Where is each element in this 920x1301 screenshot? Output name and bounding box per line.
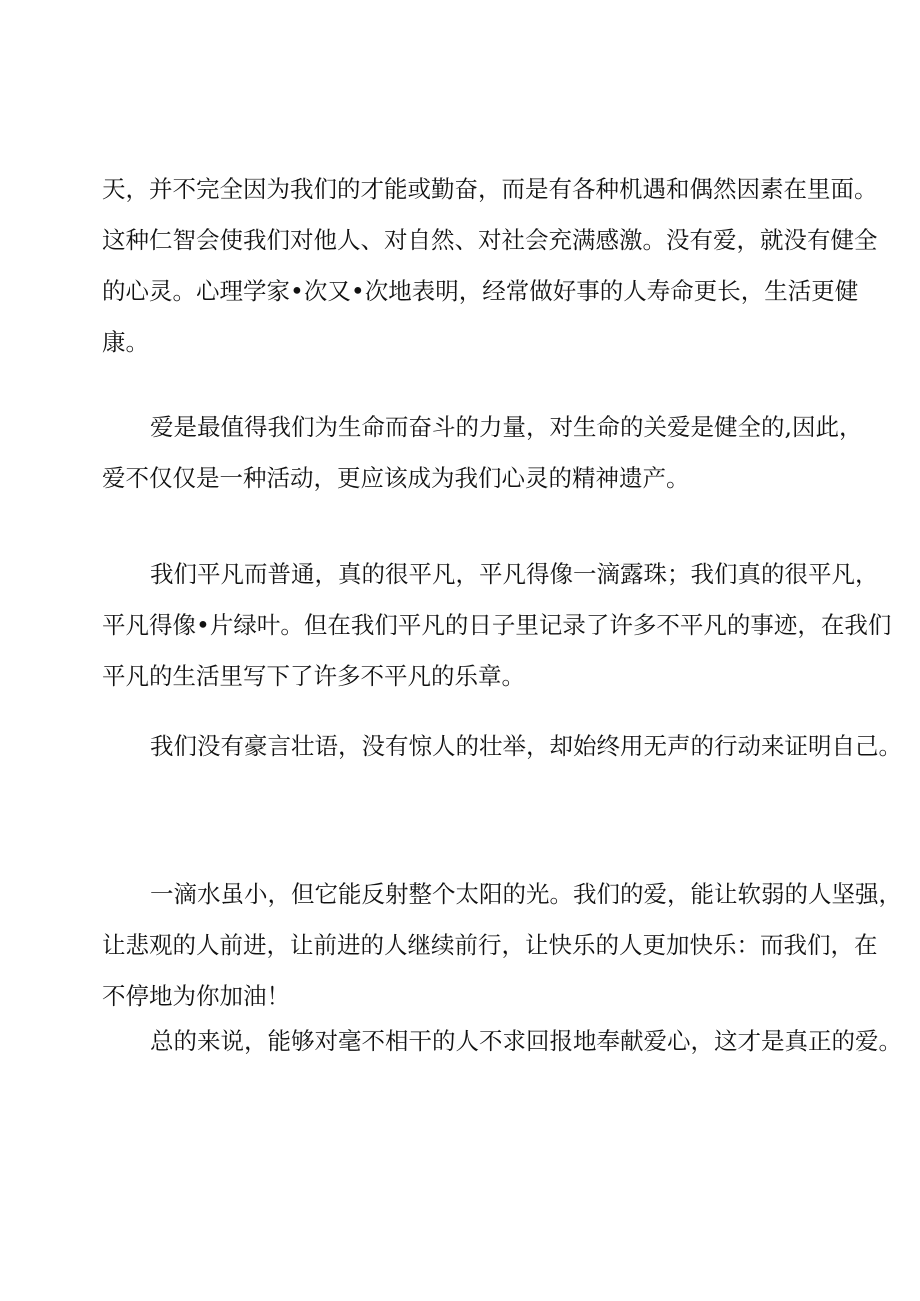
paragraph-1 [102,164,878,368]
paragraph-6 [102,1016,902,1067]
paragraph-line: 这种仁智会使我们对他人、对自然、对社会充满感激。没有爱，就没有健全 [102,226,878,254]
paragraph-3 [102,549,892,702]
paragraph-line: 不停地为你加油！ [102,982,290,1010]
paragraph-line: 爱是最值得我们为生命而奋斗的力量，对生命的关爱是健全的,因此， [150,413,863,441]
paragraph-2 [102,402,863,504]
paragraph-4 [102,721,902,772]
paragraph-line: 我们平凡而普通，真的很平凡，平凡得像一滴露珠；我们真的很平凡， [150,560,879,588]
paragraph-line: 让悲观的人前进，让前进的人继续前行，让快乐的人更加快乐：而我们，在 [102,931,878,959]
paragraph-line: 平凡得像•片绿叶。但在我们平凡的日子里记录了许多不平凡的事迹，在我们 [102,611,892,639]
paragraph-line: 平凡的生活里写下了许多不平凡的乐章。 [102,662,525,690]
paragraph-line: 爱不仅仅是一种活动，更应该成为我们心灵的精神遗产。 [102,464,690,492]
paragraph-line: 一滴水虽小，但它能反射整个太阳的光。我们的爱，能让软弱的人坚强， [150,880,902,908]
paragraph-5 [102,869,902,1022]
paragraph-line: 总的来说，能够对毫不相干的人不求回报地奉献爱心，这才是真正的爱。 [150,1027,902,1055]
paragraph-line: 康。 [102,328,149,356]
paragraph-line: 天，并不完全因为我们的才能或勤奋，而是有各种机遇和偶然因素在里面。 [102,175,878,203]
paragraph-line: 我们没有豪言壮语，没有惊人的壮举，却始终用无声的行动来证明自己。 [150,732,902,760]
paragraph-line: 的心灵。心理学家•次又•次地表明，经常做好事的人寿命更长，生活更健 [102,277,859,305]
